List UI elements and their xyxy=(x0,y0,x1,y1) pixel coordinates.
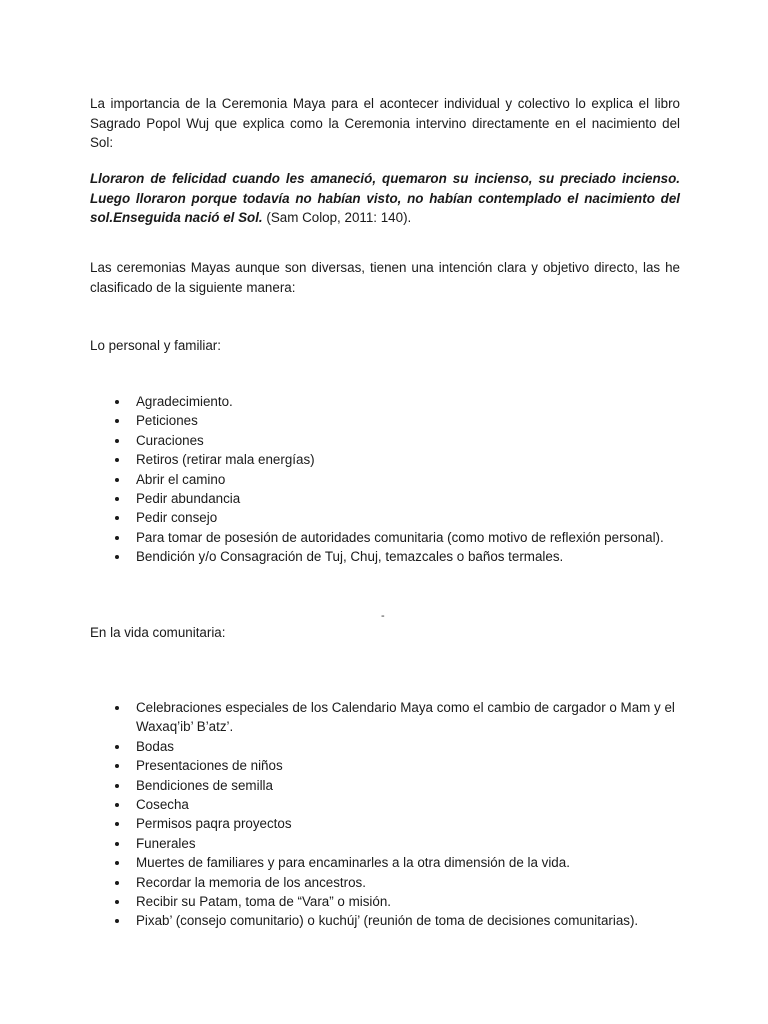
list-item: Pedir consejo xyxy=(90,508,690,527)
classification-intro: Las ceremonias Mayas aunque son diversas, tienen una intención clara y objetivo directo, las he clasificado de la siguiente manera: xyxy=(90,260,680,295)
list-item: Recibir su Patam, toma de “Vara” o misión. xyxy=(90,892,690,911)
quote-paragraph xyxy=(90,169,680,228)
list-item: Presentaciones de niños xyxy=(90,756,690,775)
community-heading: En la vida comunitaria: xyxy=(90,625,226,640)
list-item: Muertes de familiares y para encaminarles a la otra dimensión de la vida. xyxy=(90,853,690,872)
quote-text: Lloraron de felicidad cuando les amaneció, quemaron su incienso, su preciado incienso. Luego lloraron porque todavía no habían visto, no habían contemplado el nacimiento del sol.Enseguida nació el Sol. xyxy=(90,171,680,225)
page-marker: - xyxy=(381,610,385,622)
list-item: Para tomar de posesión de autoridades comunitaria (como motivo de reflexión personal). xyxy=(90,528,690,547)
personal-heading: Lo personal y familiar: xyxy=(90,338,221,353)
list-item: Curaciones xyxy=(90,431,690,450)
list-item: Bodas xyxy=(90,737,690,756)
list-item: Peticiones xyxy=(90,411,690,430)
list-item: Abrir el camino xyxy=(90,470,690,489)
list-item: Agradecimiento. xyxy=(90,392,690,411)
list-item: Pedir abundancia xyxy=(90,489,690,508)
list-item: Bendiciones de semilla xyxy=(90,776,690,795)
quote-citation: (Sam Colop, 2011: 140). xyxy=(262,210,412,225)
personal-list xyxy=(90,392,690,567)
list-item: Pixab’ (consejo comunitario) o kuchúj’ (reunión de toma de decisiones comunitarias). xyxy=(90,911,690,930)
list-item: Cosecha xyxy=(90,795,690,814)
list-item: Recordar la memoria de los ancestros. xyxy=(90,873,690,892)
intro-paragraph: La importancia de la Ceremonia Maya para el acontecer individual y colectivo lo explica el libro Sagrado Popol Wuj que explica como la Ceremonia intervino directamente en el nacimiento del Sol: xyxy=(90,96,680,150)
list-item: Permisos paqra proyectos xyxy=(90,814,690,833)
list-item: Bendición y/o Consagración de Tuj, Chuj, temazcales o baños termales. xyxy=(90,547,690,566)
community-list xyxy=(90,698,690,931)
list-item: Celebraciones especiales de los Calendario Maya como el cambio de cargador o Mam y el Waxaq’ib’ B’atz’. xyxy=(90,698,690,737)
list-item: Retiros (retirar mala energías) xyxy=(90,450,690,469)
list-item: Funerales xyxy=(90,834,690,853)
